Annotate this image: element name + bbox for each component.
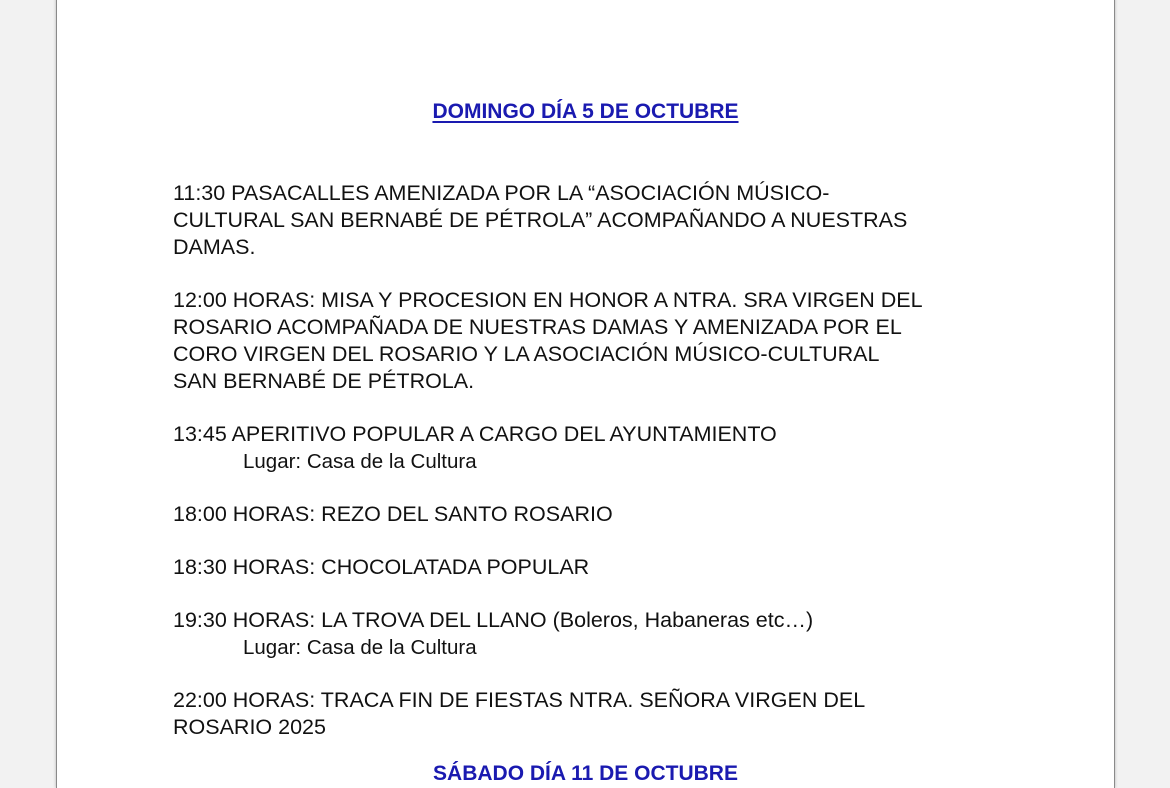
event-place: Lugar: Casa de la Cultura: [243, 450, 477, 473]
event-text: 18:00 HORAS: REZO DEL SANTO ROSARIO: [173, 502, 613, 526]
event-item: [173, 554, 1033, 581]
event-item: [173, 287, 1033, 395]
event-text: 22:00 HORAS: TRACA FIN DE FIESTAS NTRA. SEÑORA VIRGEN DEL ROSARIO 2025: [173, 688, 866, 739]
event-text: 19:30 HORAS: LA TROVA DEL LLANO (Boleros, Habaneras etc…): [173, 608, 814, 632]
event-list: [173, 180, 1033, 767]
event-text: 13:45 APERITIVO POPULAR A CARGO DEL AYUNTAMIENTO: [173, 422, 777, 446]
event-place: Lugar: Casa de la Cultura: [243, 636, 477, 659]
event-text: 11:30 PASACALLES AMENIZADA POR LA “ASOCIACIÓN MÚSICO- CULTURAL SAN BERNABÉ DE PÉTROLA” ACOMPAÑANDO A NUESTRAS DAMAS.: [173, 181, 908, 259]
event-text: 18:30 HORAS: CHOCOLATADA POPULAR: [173, 555, 590, 579]
document-page: [56, 0, 1115, 788]
event-item: [173, 501, 1033, 528]
event-item: [173, 607, 1033, 661]
event-item: [173, 421, 1033, 475]
next-day-heading-partial: SÁBADO DÍA 11 DE OCTUBRE: [433, 762, 738, 785]
event-item: [173, 687, 1033, 741]
day-heading: [57, 100, 1114, 124]
event-text: 12:00 HORAS: MISA Y PROCESION EN HONOR A NTRA. SRA VIRGEN DEL ROSARIO ACOMPAÑADA DE NUESTRAS DAMAS Y AMENIZADA POR EL CORO VIRGEN DEL ROSARIO Y LA ASOCIACIÓN MÚSICO-CULTURAL SAN BERNABÉ DE PÉTROLA.: [173, 288, 923, 393]
event-item: [173, 180, 1033, 261]
day-heading-text: DOMINGO DÍA 5 DE OCTUBRE: [432, 100, 739, 123]
